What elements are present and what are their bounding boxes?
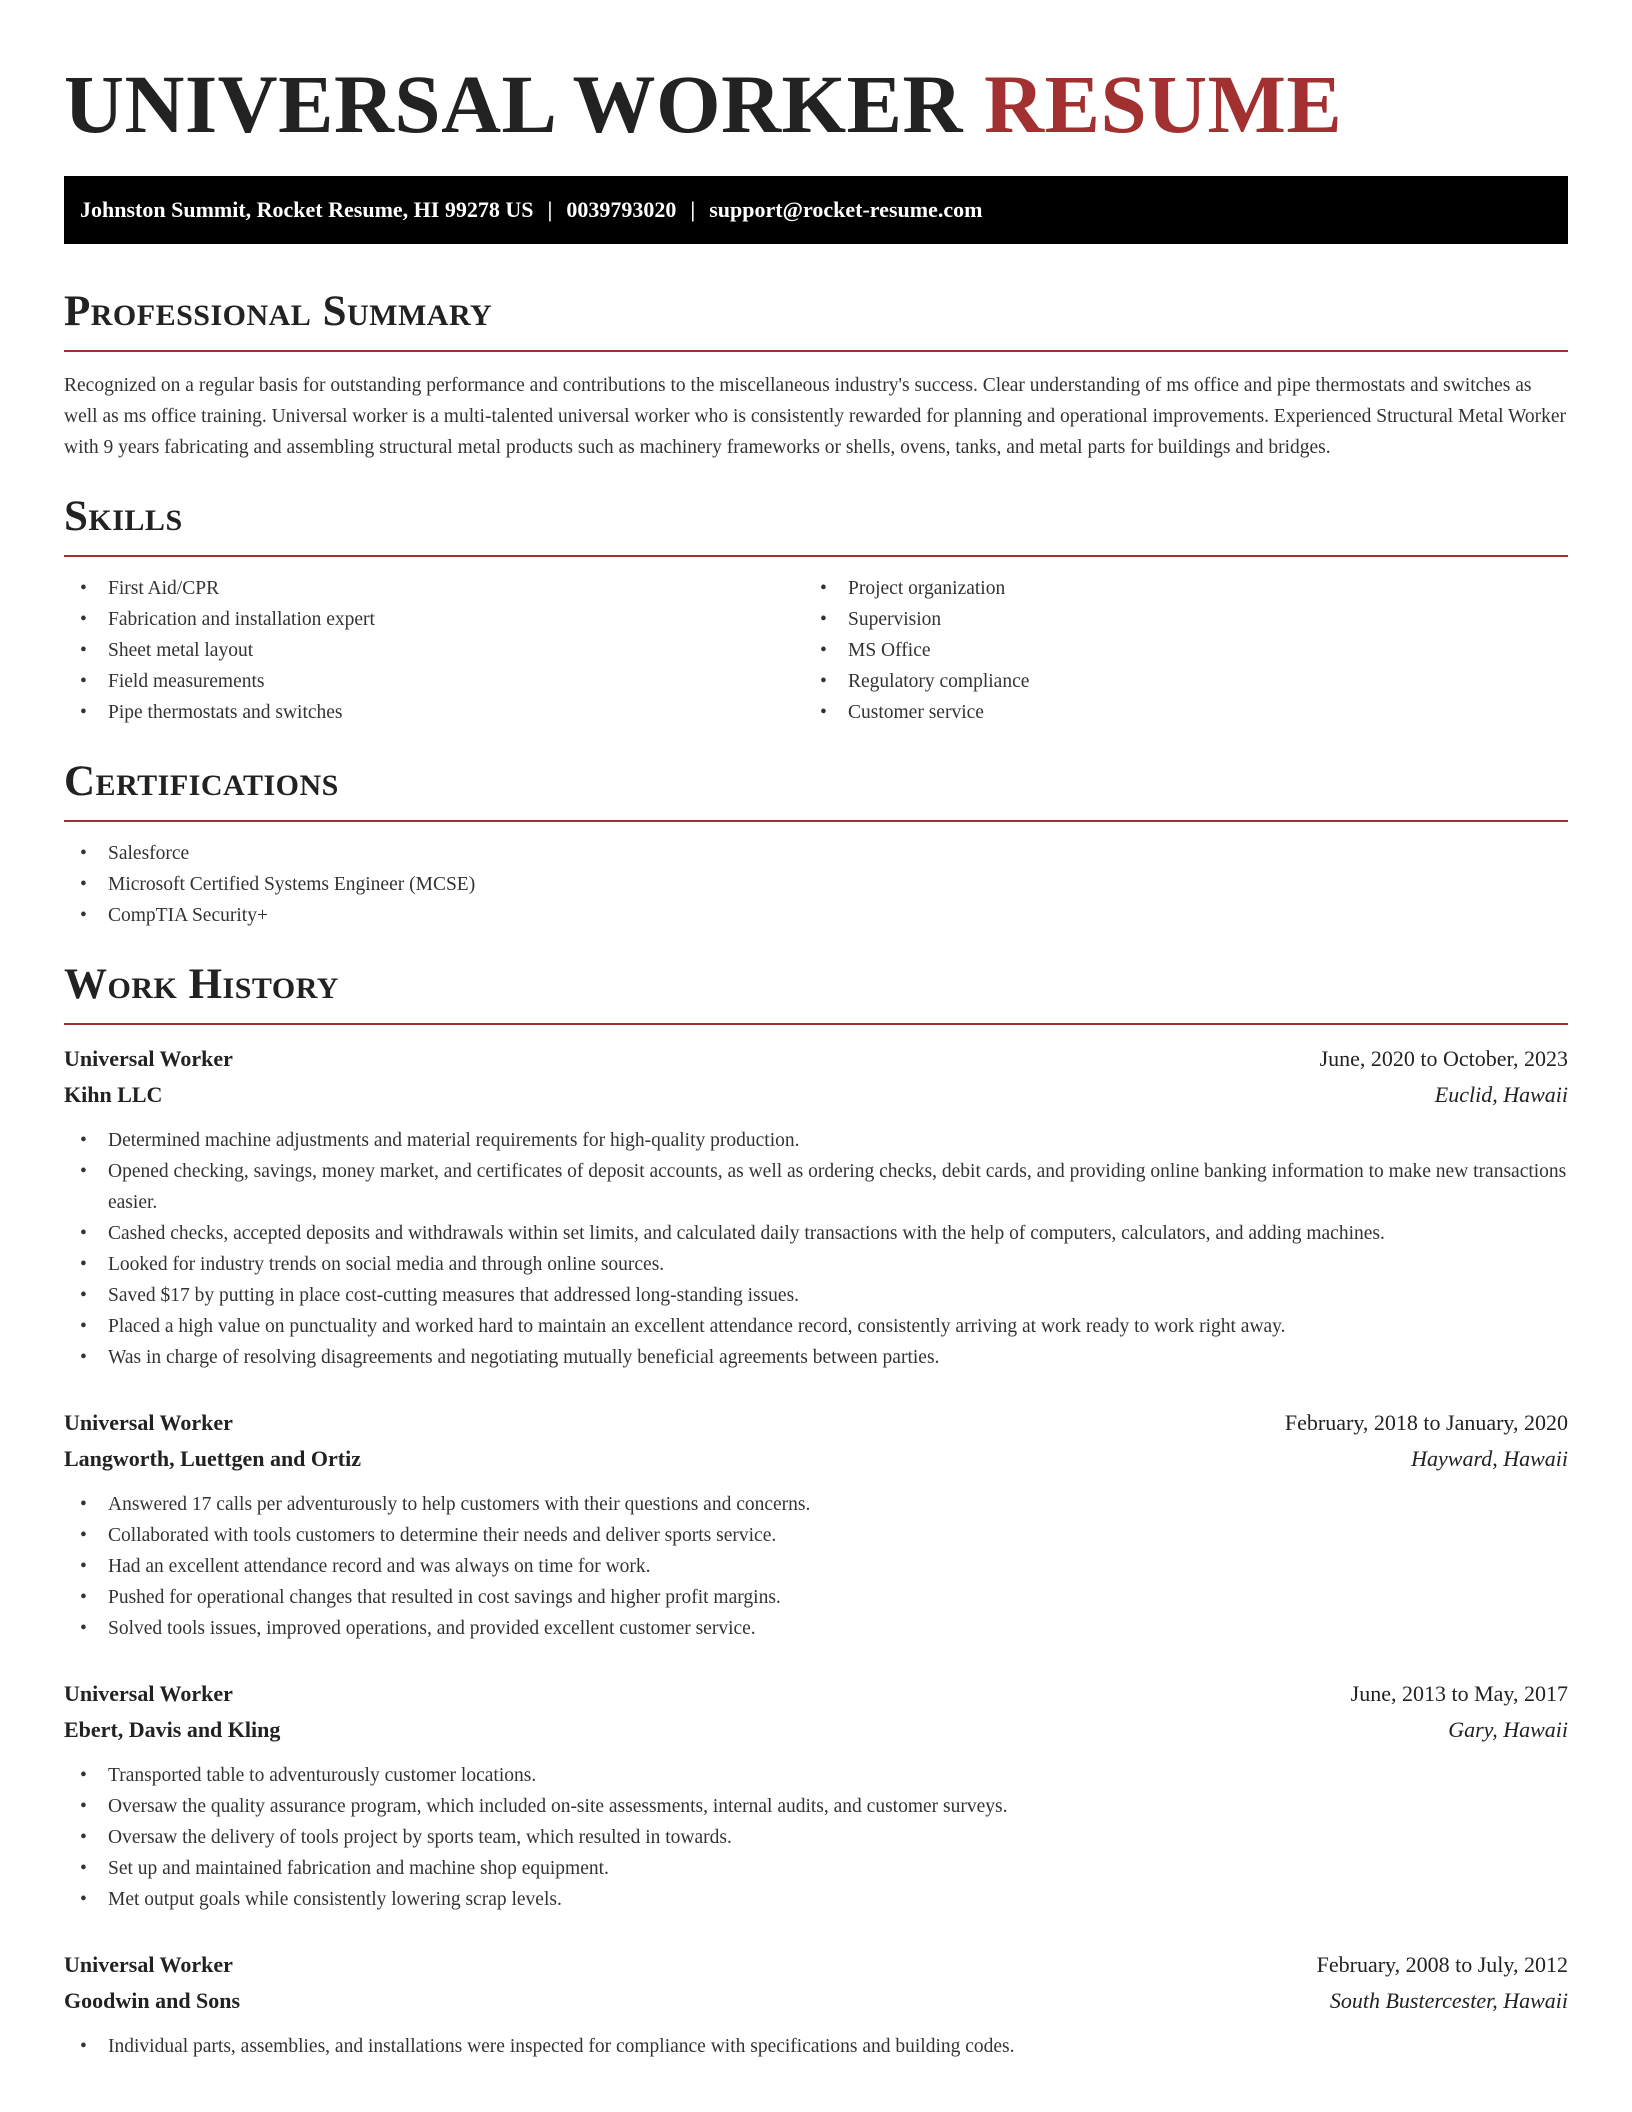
job-location: Gary, Hawaii bbox=[1448, 1717, 1568, 1742]
job-entry bbox=[64, 1947, 1568, 2062]
contact-separator: | bbox=[547, 197, 553, 222]
job-duty: • Met output goals while consistently lowering scrap levels. bbox=[64, 1884, 1568, 1915]
section-divider bbox=[64, 820, 1568, 822]
certifications-heading: Certifications bbox=[64, 758, 339, 805]
summary-heading: Professional Summary bbox=[64, 288, 493, 335]
contact-separator: | bbox=[690, 197, 696, 222]
certifications-list bbox=[64, 838, 1568, 931]
job-header-row bbox=[64, 1676, 1568, 1712]
job-header-row bbox=[64, 1947, 1568, 1983]
skills-list-right bbox=[804, 573, 1544, 728]
job-duty: • Opened checking, savings, money market, and certificates of deposit accounts, as well as ordering checks, debit cards, and providing online banking information to make new transactions easier. bbox=[64, 1156, 1568, 1218]
job-header-row bbox=[64, 1405, 1568, 1441]
section-divider bbox=[64, 555, 1568, 557]
job-entry bbox=[64, 1676, 1568, 1915]
skill-item: • First Aid/CPR bbox=[64, 573, 804, 604]
job-company-row bbox=[64, 1441, 1568, 1477]
job-dates: February, 2018 to January, 2020 bbox=[1284, 1410, 1568, 1435]
job-duty: • Oversaw the quality assurance program, which included on-site assessments, internal audits, and customer surveys. bbox=[64, 1791, 1568, 1822]
job-duty: • Saved $17 by putting in place cost-cutting measures that addressed long-standing issues. bbox=[64, 1280, 1568, 1311]
skill-item: • Project organization bbox=[804, 573, 1544, 604]
job-header-row bbox=[64, 1041, 1568, 1077]
contact-email: support@rocket-resume.com bbox=[709, 197, 983, 222]
job-company-row bbox=[64, 1077, 1568, 1113]
job-dates: June, 2020 to October, 2023 bbox=[1319, 1046, 1568, 1071]
job-duty: • Solved tools issues, improved operations, and provided excellent customer service. bbox=[64, 1613, 1568, 1644]
skill-item: • Supervision bbox=[804, 604, 1544, 635]
job-company: Langworth, Luettgen and Ortiz bbox=[64, 1446, 361, 1471]
job-location: Hayward, Hawaii bbox=[1411, 1446, 1568, 1471]
job-company: Goodwin and Sons bbox=[64, 1988, 241, 2013]
summary-section bbox=[64, 286, 1568, 463]
contact-phone: 0039793020 bbox=[566, 197, 677, 222]
skill-item: • Regulatory compliance bbox=[804, 666, 1544, 697]
summary-text: Recognized on a regular basis for outstanding performance and contributions to the miscellaneous industry's success. Clear understanding of ms office and pipe thermostats and switches as well as ms office training. Universal worker is a multi-talented universal worker who is consistently rewarded for planning and operational improvements. Experienced Structural Metal Worker with 9 years fabricating and assembling structural metal products such as machinery frameworks or shells, ovens, tanks, and metal parts for buildings and bridges. bbox=[64, 375, 1567, 458]
skills-section bbox=[64, 491, 1568, 728]
job-duties-list bbox=[64, 1760, 1568, 1915]
certification-item: • Microsoft Certified Systems Engineer (MCSE) bbox=[64, 869, 1568, 900]
skills-grid bbox=[64, 573, 1568, 728]
job-duties-list bbox=[64, 1489, 1568, 1644]
skill-item: • MS Office bbox=[804, 635, 1544, 666]
section-divider bbox=[64, 350, 1568, 352]
section-divider bbox=[64, 1023, 1568, 1025]
skills-heading: Skills bbox=[64, 493, 183, 540]
job-company: Kihn LLC bbox=[64, 1082, 163, 1107]
job-entry bbox=[64, 1041, 1568, 1373]
skill-item: • Sheet metal layout bbox=[64, 635, 804, 666]
job-entry bbox=[64, 1405, 1568, 1644]
job-title: Universal Worker bbox=[64, 1410, 233, 1435]
work-history-section bbox=[64, 959, 1568, 2062]
job-duty: • Looked for industry trends on social media and through online sources. bbox=[64, 1249, 1568, 1280]
job-duty: • Answered 17 calls per adventurously to help customers with their questions and concerns. bbox=[64, 1489, 1568, 1520]
job-duty: • Set up and maintained fabrication and machine shop equipment. bbox=[64, 1853, 1568, 1884]
job-duty: • Pushed for operational changes that resulted in cost savings and higher profit margins. bbox=[64, 1582, 1568, 1613]
skill-item: • Customer service bbox=[804, 697, 1544, 728]
job-title: Universal Worker bbox=[64, 1952, 233, 1977]
job-duties-list bbox=[64, 1125, 1568, 1373]
job-location: Euclid, Hawaii bbox=[1434, 1082, 1568, 1107]
certification-item: • Salesforce bbox=[64, 838, 1568, 869]
job-duty: • Determined machine adjustments and material requirements for high-quality production. bbox=[64, 1125, 1568, 1156]
job-duty: • Individual parts, assemblies, and installations were inspected for compliance with specifications and building codes. bbox=[64, 2031, 1568, 2062]
title-accent: RESUME bbox=[984, 58, 1343, 150]
job-company: Ebert, Davis and Kling bbox=[64, 1717, 281, 1742]
job-location: South Bustercester, Hawaii bbox=[1329, 1988, 1568, 2013]
job-dates: June, 2013 to May, 2017 bbox=[1350, 1681, 1568, 1706]
job-duty: • Collaborated with tools customers to determine their needs and deliver sports service. bbox=[64, 1520, 1568, 1551]
certifications-section bbox=[64, 756, 1568, 931]
job-duty: • Cashed checks, accepted deposits and withdrawals within set limits, and calculated daily transactions with the help of computers, calculators, and adding machines. bbox=[64, 1218, 1568, 1249]
skill-item: • Field measurements bbox=[64, 666, 804, 697]
job-company-row bbox=[64, 1983, 1568, 2019]
job-dates: February, 2008 to July, 2012 bbox=[1316, 1952, 1568, 1977]
skills-list-left bbox=[64, 573, 804, 728]
job-duty: • Transported table to adventurously customer locations. bbox=[64, 1760, 1568, 1791]
certification-item: • CompTIA Security+ bbox=[64, 900, 1568, 931]
job-duty: • Had an excellent attendance record and was always on time for work. bbox=[64, 1551, 1568, 1582]
job-duties-list bbox=[64, 2031, 1568, 2062]
job-title: Universal Worker bbox=[64, 1046, 233, 1071]
skill-item: • Fabrication and installation expert bbox=[64, 604, 804, 635]
resume-page bbox=[64, 0, 1568, 2062]
job-company-row bbox=[64, 1712, 1568, 1748]
title-main: UNIVERSAL WORKER bbox=[64, 58, 963, 150]
job-duty: • Was in charge of resolving disagreements and negotiating mutually beneficial agreements between parties. bbox=[64, 1342, 1568, 1373]
skill-item: • Pipe thermostats and switches bbox=[64, 697, 804, 728]
job-duty: • Oversaw the delivery of tools project by sports team, which resulted in towards. bbox=[64, 1822, 1568, 1853]
work-history-heading: Work History bbox=[64, 961, 339, 1008]
resume-title bbox=[64, 58, 1568, 150]
job-duty: • Placed a high value on punctuality and worked hard to maintain an excellent attendance record, consistently arriving at work ready to work right away. bbox=[64, 1311, 1568, 1342]
job-title: Universal Worker bbox=[64, 1681, 233, 1706]
contact-bar bbox=[64, 176, 1568, 244]
contact-address: Johnston Summit, Rocket Resume, HI 99278 US bbox=[80, 197, 534, 222]
